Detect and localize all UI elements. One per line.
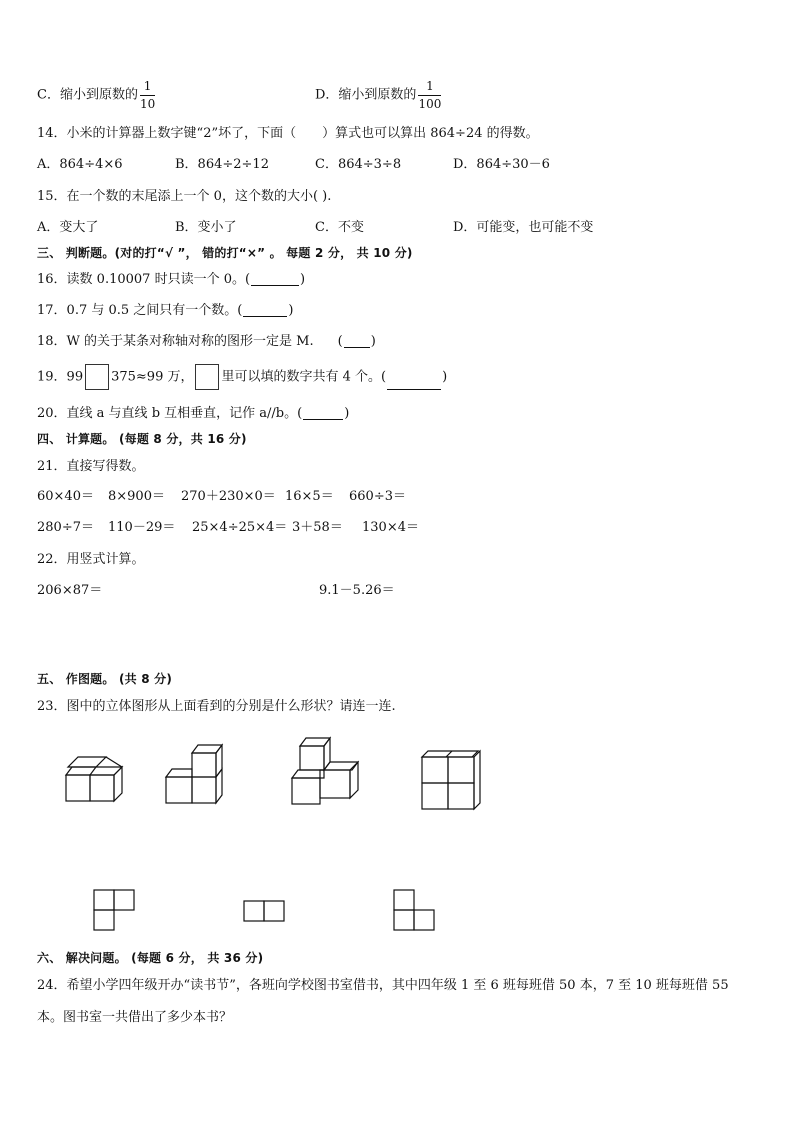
q21-expr: 280÷7＝ — [37, 520, 94, 535]
q19-close-paren: ) — [442, 369, 448, 385]
q23-stem: 23．图中的立体图形从上面看到的分别是什么形状？请连一连. — [37, 699, 396, 714]
q18-text: 18．W 的关于某条对称轴对称的图形一定是 M. — [37, 334, 314, 349]
q20-text: 20．直线 a 与直线 b 互相垂直，记作 a//b。( — [37, 406, 303, 421]
q16-close-paren: ) — [300, 272, 306, 287]
q14-option-b: B．864÷2÷12 — [175, 157, 269, 172]
q17-close-paren: ) — [288, 303, 294, 318]
q19-suffix: 里可以填的数字共有 4 个。( — [221, 369, 387, 385]
q21-expr: 3＋58＝ — [292, 520, 343, 535]
q17-text: 17．0.7 与 0.5 之间只有一个数。( — [37, 303, 243, 318]
q15-option-a: A．变大了 — [37, 220, 99, 235]
q15-option-d: D．可能变，也可能不变 — [453, 220, 594, 235]
q18-answer-blank[interactable] — [344, 335, 370, 348]
q19-prefix: 19．99 — [37, 369, 84, 385]
q13-option-c — [37, 80, 155, 110]
top-view-shape-2 — [244, 901, 286, 923]
q19 — [37, 364, 447, 390]
q13-option-c-text: C．缩小到原数的 — [37, 87, 138, 103]
q19-digit-box[interactable] — [85, 364, 109, 390]
q21-stem: 21．直接写得数。 — [37, 459, 145, 474]
q21-expr: 660÷3＝ — [349, 489, 406, 504]
q16-answer-blank[interactable] — [251, 273, 299, 286]
q24-line-1: 24．希望小学四年级开办“读书节”，各班向学校图书室借书，其中四年级 1 至 6 班每班借 50 本，7 至 10 班每班借 55 — [37, 978, 729, 993]
q15-stem: 15．在一个数的末尾添上一个 0，这个数的大小( ). — [37, 189, 332, 204]
q20 — [37, 407, 349, 420]
q14-stem — [37, 127, 539, 140]
q20-close-paren: ) — [344, 406, 350, 421]
q14-option-d: D．864÷30－6 — [453, 157, 550, 172]
q14-stem-part-b: ）算式也可以算出 864÷24 的得数。 — [322, 126, 539, 141]
q21-expr: 130×4＝ — [362, 520, 419, 535]
q21-expr: 110－29＝ — [108, 520, 176, 535]
section-6-title: 六、 解决问题。 (每题 6 分， 共 36 分) — [37, 951, 264, 965]
q14-option-c: C．864÷3÷8 — [315, 157, 402, 172]
q13-option-d — [315, 80, 441, 110]
section-3-title: 三、 判断题。(对的打“√ ”， 错的打“×” 。 每题 2 分， 共 10 分) — [37, 246, 413, 260]
q21-expr: 25×4÷25×4＝ — [192, 520, 288, 535]
q14-stem-part-a: 14．小米的计算器上数字键“2”坏了，下面（ — [37, 126, 297, 141]
q21-expr: 16×5＝ — [285, 489, 334, 504]
fraction-1-100: $\frac{1}{100}$ — [418, 79, 442, 111]
q15-option-b: B．变小了 — [175, 220, 237, 235]
section-4-title: 四、 计算题。 (每题 8 分，共 16 分) — [37, 432, 247, 446]
q22-stem: 22．用竖式计算。 — [37, 552, 145, 567]
q17-answer-blank[interactable] — [243, 304, 287, 317]
q18-close-paren: ) — [370, 334, 376, 349]
fraction-1-10: $\frac{1}{10}$ — [139, 79, 156, 111]
top-view-shape-3 — [394, 890, 436, 932]
q24-line-2: 本。图书室一共借出了多少本书？ — [37, 1010, 233, 1025]
section-5-title: 五、 作图题。 (共 8 分) — [37, 672, 173, 686]
q16 — [37, 273, 305, 286]
q21-expr: 270＋230×0＝ — [181, 489, 276, 504]
solid-figure-4 — [420, 751, 484, 813]
solid-figure-2 — [164, 745, 226, 807]
q21-expr: 60×40＝ — [37, 489, 94, 504]
q18-open-paren: ( — [337, 334, 343, 349]
top-view-shape-1 — [94, 890, 136, 932]
q19-middle: 375≈99 万， — [111, 369, 194, 385]
q13-option-d-text: D．缩小到原数的 — [315, 87, 417, 103]
q19-digit-box-reference — [195, 364, 219, 390]
q22-expr-2: 9.1－5.26＝ — [319, 583, 395, 598]
solid-figure-1 — [62, 757, 132, 805]
solid-figure-3 — [290, 738, 362, 808]
q16-text: 16．读数 0.10007 时只读一个 0。( — [37, 272, 251, 287]
q17 — [37, 304, 293, 317]
q19-answer-blank[interactable] — [387, 377, 441, 390]
q21-expr: 8×900＝ — [108, 489, 165, 504]
q15-option-c: C．不变 — [315, 220, 364, 235]
q14-option-a: A．864÷4×6 — [37, 157, 123, 172]
q22-expr-1: 206×87＝ — [37, 583, 103, 598]
q18 — [37, 335, 376, 348]
q20-answer-blank[interactable] — [303, 407, 343, 420]
